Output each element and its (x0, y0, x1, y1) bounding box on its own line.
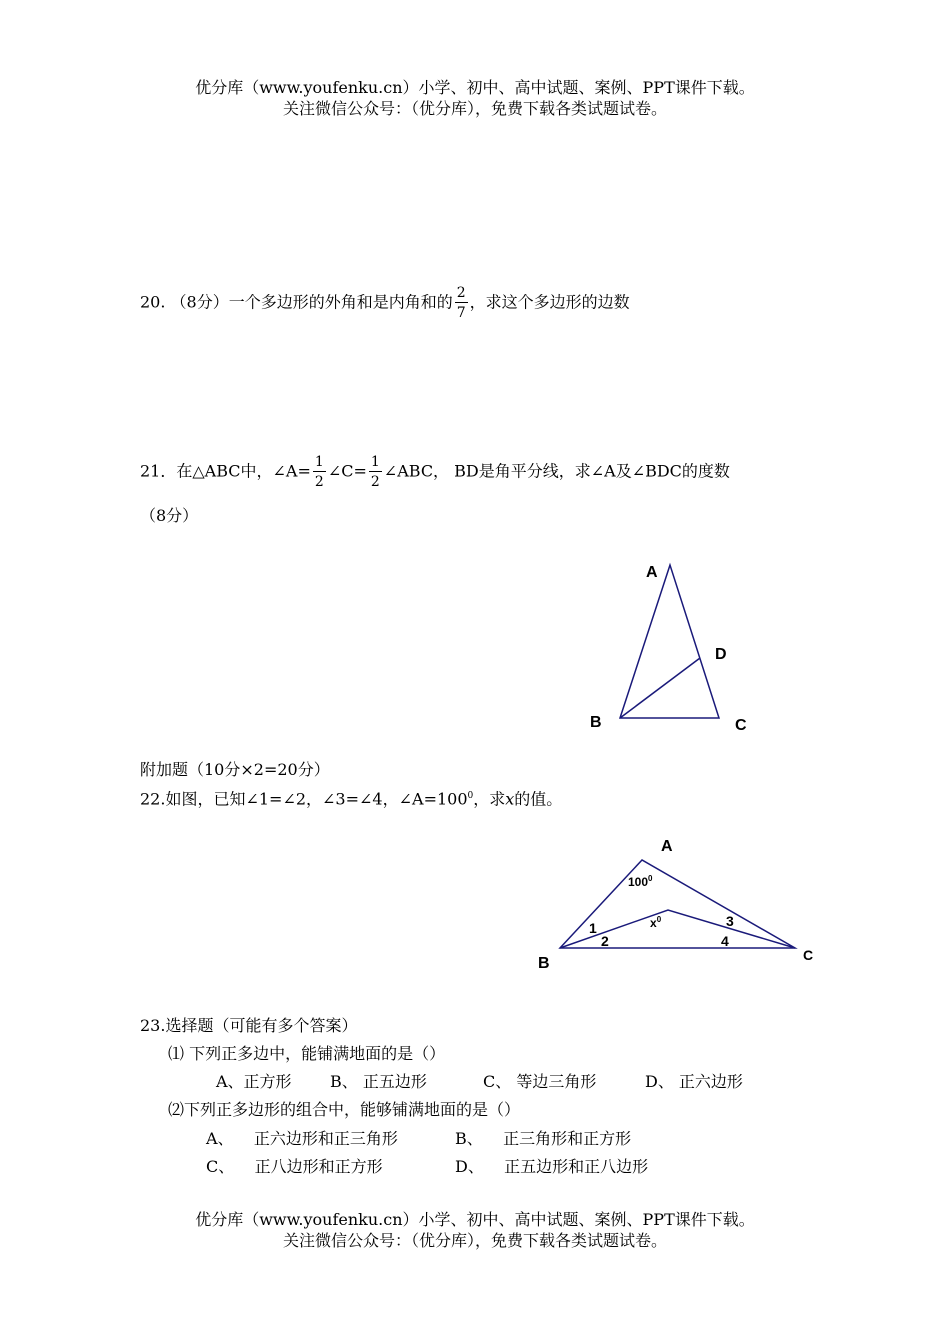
q23-sub1-option-b: B、 正五边形 (330, 1072, 427, 1091)
q21-part-3: ∠ABC， BD是角平分线，求∠A及∠BDC的度数 (383, 461, 730, 481)
question-20 (140, 286, 630, 320)
q22-degree-sup: 0 (467, 791, 474, 801)
q21-label-c: C (735, 717, 747, 734)
q22-text-before: 22.如图，已知∠1=∠2，∠3=∠4，∠A=100 (140, 789, 468, 809)
q22-text-mid: ，求 (473, 789, 506, 809)
question-21 (140, 455, 730, 489)
q21-frac1-num: 1 (314, 454, 324, 470)
q22-label-b: B (538, 955, 550, 972)
q22-angle-1: 1 (589, 920, 597, 936)
q22-angle-4: 4 (721, 933, 729, 949)
q22-angle-x-letter: x (650, 916, 657, 930)
q21-label-b: B (590, 714, 602, 731)
q21-fraction-1 (313, 455, 326, 489)
q21-frac2-num: 1 (370, 454, 380, 470)
footer-line-2: 关注微信公众号：（优分库），免费下载各类试题试卷。 (282, 1231, 667, 1250)
header-line-1: 优分库（www.youfenku.cn）小学、初中、高中试题、案例、PPT课件下载。 (195, 78, 755, 97)
q23-sub2-option-a: A、 正六边形和正三角形 (206, 1129, 398, 1148)
q22-angle-3: 3 (726, 913, 734, 929)
q20-fraction (455, 286, 468, 320)
q21-label-a: A (646, 564, 658, 581)
q21-label-d: D (715, 646, 727, 663)
q20-frac-num: 2 (456, 285, 466, 301)
q22-angle-2: 2 (601, 933, 609, 949)
q22-angle-x-degree: 0 (656, 915, 662, 924)
footer-line-1: 优分库（www.youfenku.cn）小学、初中、高中试题、案例、PPT课件下载。 (195, 1210, 755, 1229)
q21-frac2-den: 2 (369, 471, 382, 489)
q21-segment-bd (620, 658, 700, 718)
q22-angle-a-number: 100 (628, 875, 649, 889)
q22-text-after: 的值。 (514, 789, 563, 809)
q22-angle-a-value (628, 874, 653, 889)
q23-sub1-option-a: A、正方形 (216, 1072, 292, 1091)
q23-sub1-stem: ⑴ 下列正多边中，能铺满地面的是（） (168, 1044, 446, 1063)
q22-variable-x: x (505, 789, 515, 809)
q21-part-1: 21．在△ABC中，∠A= (140, 461, 311, 481)
q21-frac1-den: 2 (313, 471, 326, 489)
q23-sub2-option-d: D、 正五边形和正八边形 (455, 1157, 649, 1176)
q22-label-c: C (803, 947, 814, 963)
q21-part-2: ∠C= (327, 461, 367, 481)
q23-sub2-option-b: B、 正三角形和正方形 (455, 1129, 632, 1148)
q23-sub1-option-d: D、 正六边形 (645, 1072, 743, 1091)
q23-sub2-option-c: C、 正八边形和正方形 (206, 1157, 383, 1176)
q21-fraction-2 (369, 455, 382, 489)
q22-angle-x (650, 915, 662, 930)
q21-score: （8分） (140, 506, 199, 525)
q22-label-a: A (661, 838, 673, 855)
q20-frac-den: 7 (455, 302, 468, 320)
q20-text-after: ，求这个多边形的边数 (469, 292, 630, 312)
q20-text-before: 20. （8分）一个多边形的外角和是内角和的 (140, 292, 453, 312)
q23-sub2-stem: ⑵下列正多边形的组合中，能够铺满地面的是（） (168, 1100, 521, 1119)
q23-sub1-option-c: C、 等边三角形 (483, 1072, 597, 1091)
question-22 (140, 786, 562, 809)
q21-triangle-abc (620, 565, 719, 718)
q22-angle-a-degree: 0 (648, 874, 653, 883)
question-23-title: 23.选择题（可能有多个答案） (140, 1016, 358, 1035)
header-line-2: 关注微信公众号：（优分库），免费下载各类试题试卷。 (282, 99, 667, 118)
q21-triangle-figure (580, 555, 760, 745)
bonus-title: 附加题（10分×2=20分） (140, 760, 330, 779)
q22-triangle-figure (530, 830, 830, 980)
